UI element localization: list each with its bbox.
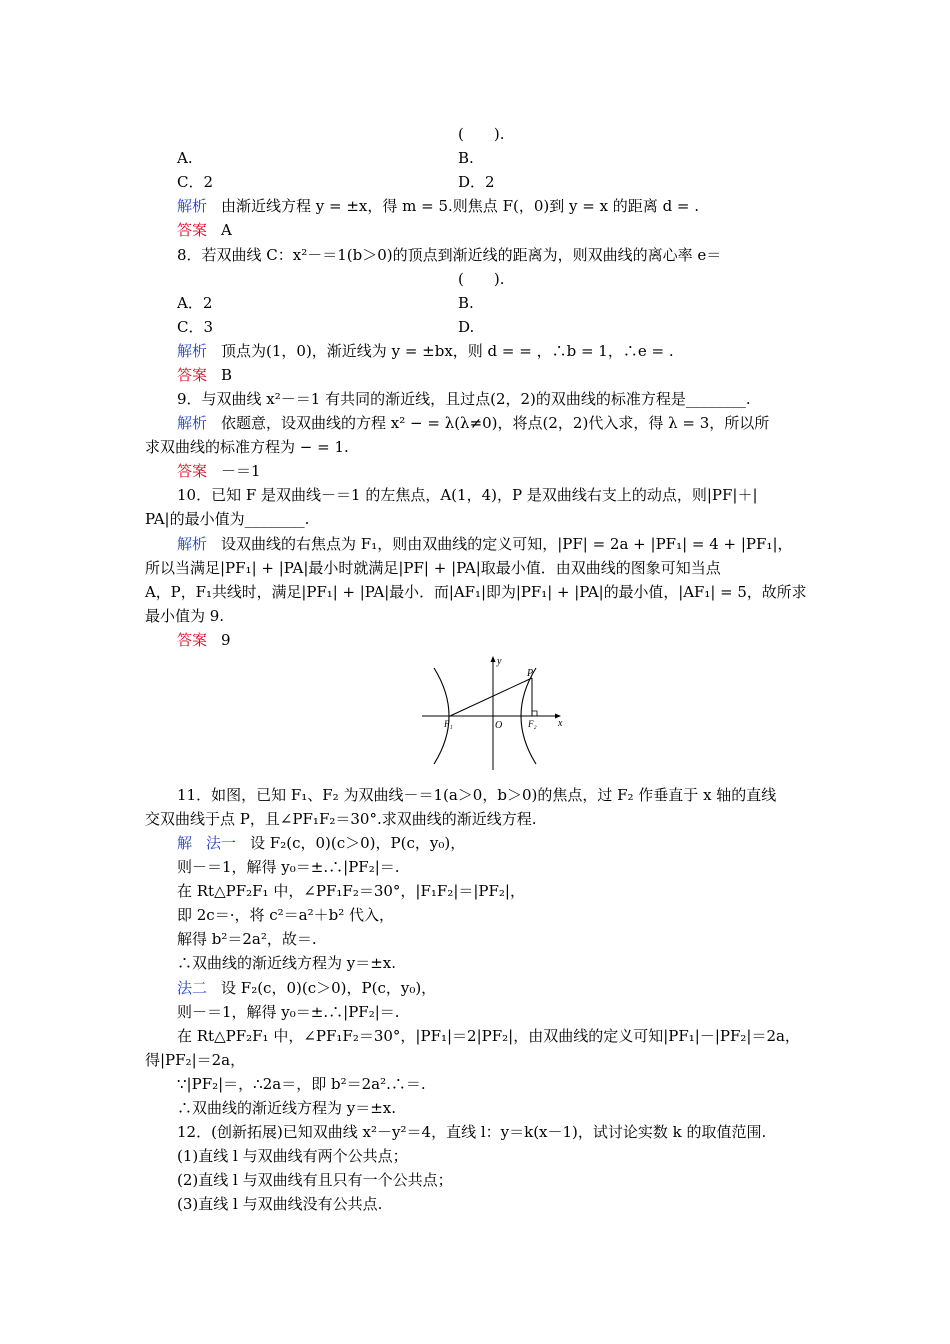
q11-question-line1: 11．如图，已知 F₁、F₂ 为双曲线－＝1(a＞0，b＞0)的焦点，过 F₂ 作垂直于 x 轴的直线 <box>177 786 777 804</box>
q7-option-b: B. <box>458 149 474 167</box>
analysis-text: 顶点为(1，0)，渐近线为 y = ±bx，则 d = = ，∴b = 1，∴e = . <box>221 342 674 360</box>
q8-analysis <box>177 341 674 361</box>
answer-label: 答案 <box>177 366 208 384</box>
segment-f1-p <box>450 678 532 716</box>
q9-answer <box>177 461 261 481</box>
q8-question: 8．若双曲线 C：x²－＝1(b＞0)的顶点到渐近线的距离为，则双曲线的离心率 e＝ <box>177 246 722 264</box>
q11-method2-line5: ∵|PF₂|＝，∴2a＝，即 b²＝2a².∴＝. <box>177 1075 426 1093</box>
label-p: P <box>527 668 534 679</box>
label-y: y <box>497 656 502 667</box>
label-f2: F₂ <box>528 719 537 729</box>
q10-analysis <box>177 534 793 554</box>
q11-question-line2: 交双曲线于点 P，且∠PF₁F₂＝30°.求双曲线的渐近线方程. <box>145 810 537 828</box>
q8-option-b: B. <box>458 294 474 312</box>
method1-line1: 设 F₂(c，0)(c＞0)，P(c，y₀)， <box>250 834 466 852</box>
q11-method1-line5: 解得 b²＝2a²，故＝. <box>177 930 317 948</box>
analysis-text: 依题意，设双曲线的方程 x² − = λ(λ≠0)，将点(2，2)代入求，得 λ = 3，所以所 <box>221 414 770 432</box>
answer-text: 9 <box>221 631 231 649</box>
method2-line1: 设 F₂(c，0)(c＞0)，P(c，y₀)， <box>221 979 437 997</box>
q9-question: 9．与双曲线 x²－＝1 有共同的渐近线，且过点(2，2)的双曲线的标准方程是________. <box>177 390 751 408</box>
label-x: x <box>558 718 563 729</box>
q12-question: 12．(创新拓展)已知双曲线 x²－y²＝4，直线 l：y＝k(x－1)，试讨论实数 k 的取值范围. <box>177 1123 767 1141</box>
q9-analysis-line2: 求双曲线的标准方程为 − = 1. <box>145 438 349 456</box>
q10-answer <box>177 630 231 650</box>
q8-option-c: C．3 <box>177 318 214 336</box>
answer-text: B <box>221 366 233 384</box>
label-f1: F₁ <box>444 719 453 729</box>
label-o: O <box>495 720 503 731</box>
q11-method2-line2: 则－＝1，解得 y₀＝±.∴|PF₂|＝. <box>177 1003 400 1021</box>
right-angle-mark <box>532 711 537 716</box>
analysis-label: 解析 <box>177 535 208 553</box>
q7-answer-paren: ( ). <box>458 125 505 143</box>
q11-method2 <box>177 978 436 998</box>
q8-option-d: D. <box>458 318 475 336</box>
hyperbola-diagram <box>420 652 570 774</box>
q11-method2-line3: 在 Rt△PF₂F₁ 中，∠PF₁F₂＝30°，|PF₁|＝2|PF₂|，由双曲线的定义可知|PF₁|－|PF₂|＝2a， <box>177 1027 800 1045</box>
q7-option-a: A. <box>177 149 193 167</box>
q12-part1: (1)直线 l 与双曲线有两个公共点； <box>177 1147 408 1165</box>
answer-label: 答案 <box>177 221 208 239</box>
analysis-label: 解析 <box>177 414 208 432</box>
answer-text: A <box>221 221 232 239</box>
q11-method1 <box>177 833 465 853</box>
analysis-text: 设双曲线的右焦点为 F₁，则由双曲线的定义可知，|PF| = 2a + |PF₁| = 4 + |PF₁|， <box>221 535 793 553</box>
method2-label: 法二 <box>177 979 208 997</box>
q10-analysis-line2: 所以当满足|PF₁| + |PA|最小时就满足|PF| + |PA|取最小值．由双曲线的图象可知当点 <box>145 559 721 577</box>
q8-answer-paren: ( ). <box>458 270 505 288</box>
q10-question-line2: PA|的最小值为________. <box>145 510 310 528</box>
q7-option-d: D．2 <box>458 173 495 191</box>
analysis-label: 解析 <box>177 342 208 360</box>
q12-part3: (3)直线 l 与双曲线没有公共点. <box>177 1195 383 1213</box>
q10-analysis-line4: 最小值为 9. <box>145 607 225 625</box>
q11-method2-line6: ∴双曲线的渐近线方程为 y＝±x. <box>177 1099 397 1117</box>
q8-answer <box>177 365 232 385</box>
q11-method1-line6: ∴双曲线的渐近线方程为 y＝±x. <box>177 954 397 972</box>
analysis-label: 解析 <box>177 197 208 215</box>
hyperbola-figure <box>420 652 570 774</box>
answer-label: 答案 <box>177 631 208 649</box>
q11-method1-line3: 在 Rt△PF₂F₁ 中，∠PF₁F₂＝30°，|F₁F₂|＝|PF₂|， <box>177 882 525 900</box>
q7-answer <box>177 220 232 240</box>
q9-analysis <box>177 413 769 433</box>
solution-label: 解 <box>177 834 193 852</box>
q7-option-c: C．2 <box>177 173 214 191</box>
analysis-text: 由渐近线方程 y = ±x，得 m = 5.则焦点 F(，0)到 y = x 的距离 d = . <box>221 197 700 215</box>
method1-label: 法一 <box>206 834 237 852</box>
y-axis-arrow <box>491 656 496 662</box>
q10-question-line1: 10．已知 F 是双曲线－＝1 的左焦点，A(1，4)，P 是双曲线右支上的动点，则|PF|＋| <box>177 486 758 504</box>
q11-method2-line4: 得|PF₂|＝2a， <box>145 1051 246 1069</box>
answer-text: －＝1 <box>221 462 261 480</box>
answer-label: 答案 <box>177 462 208 480</box>
q8-option-a: A．2 <box>177 294 213 312</box>
q11-method1-line4: 即 2c＝·，将 c²＝a²＋b² 代入， <box>177 906 395 924</box>
q11-method1-line2: 则－＝1，解得 y₀＝±.∴|PF₂|＝. <box>177 858 400 876</box>
q7-analysis <box>177 196 699 216</box>
q10-analysis-line3: A，P，F₁共线时，满足|PF₁| + |PA|最小．而|AF₁|即为|PF₁| + |PA|的最小值，|AF₁| = 5，故所求 <box>145 583 807 601</box>
q12-part2: (2)直线 l 与双曲线有且只有一个公共点； <box>177 1171 453 1189</box>
